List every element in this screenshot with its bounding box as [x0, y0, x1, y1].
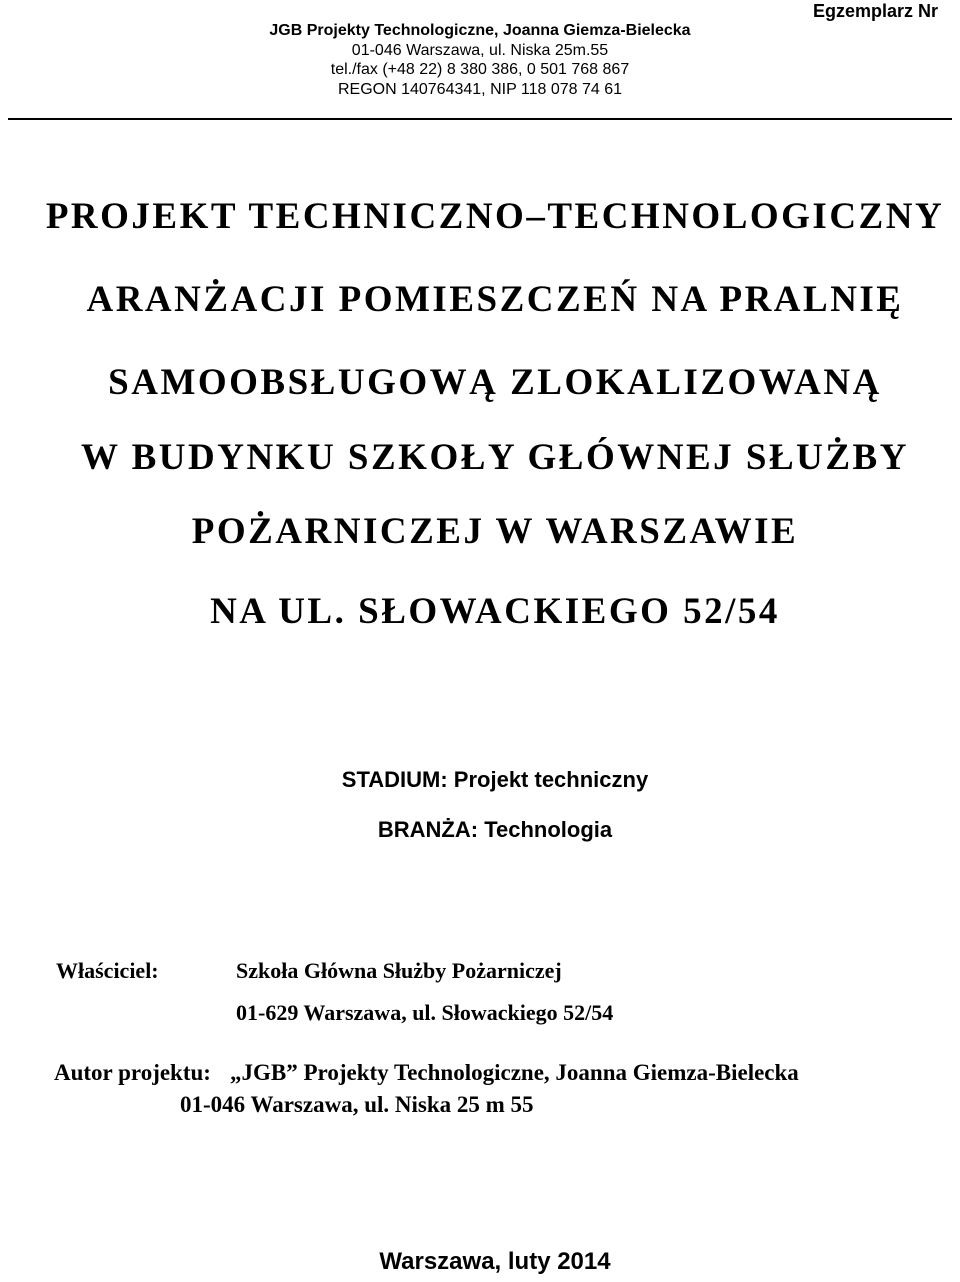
owner-name: Szkoła Główna Służby Pożarniczej	[236, 958, 562, 983]
company-registry: REGON 140764341, NIP 118 078 74 61	[337, 80, 623, 98]
author-label: Autor projektu:	[54, 1060, 211, 1085]
copy-number-label: Egzemplarz Nr	[812, 1, 938, 21]
company-phone: tel./fax (+48 22) 8 380 386, 0 501 768 867	[330, 61, 630, 78]
document-title-line: W BUDYNKU SZKOŁY GŁÓWNEJ SŁUŻBY	[81, 437, 909, 478]
header-divider	[8, 118, 952, 120]
company-name: JGB Projekty Technologiczne, Joanna Giemza-Bielecka	[269, 22, 691, 39]
stage-label: STADIUM: Projekt techniczny	[341, 767, 649, 792]
company-header	[0, 21, 960, 99]
owner-address: 01-629 Warszawa, ul. Słowackiego 52/54	[236, 1000, 614, 1025]
author-name: „JGB” Projekty Technologiczne, Joanna Giemza-Bielecka	[230, 1060, 799, 1085]
document-title-line: ARANŻACJI POMIESZCZEŃ NA PRALNIĘ	[86, 279, 904, 320]
document-title-line: POŻARNICZEJ W WARSZAWIE	[191, 511, 799, 552]
document-title-line: PROJEKT TECHNICZNO–TECHNOLOGICZNY	[45, 196, 945, 237]
discipline-label: BRANŻA: Technologia	[377, 817, 613, 842]
document-title-line: SAMOOBSŁUGOWĄ ZLOKALIZOWANĄ	[108, 362, 882, 403]
author-address: 01-046 Warszawa, ul. Niska 25 m 55	[180, 1092, 534, 1117]
owner-label: Właściciel:	[56, 958, 159, 983]
document-title-line: NA UL. SŁOWACKIEGO 52/54	[210, 591, 780, 632]
company-address: 01-046 Warszawa, ul. Niska 25m.55	[351, 41, 609, 59]
place-and-date: Warszawa, luty 2014	[379, 1248, 611, 1275]
